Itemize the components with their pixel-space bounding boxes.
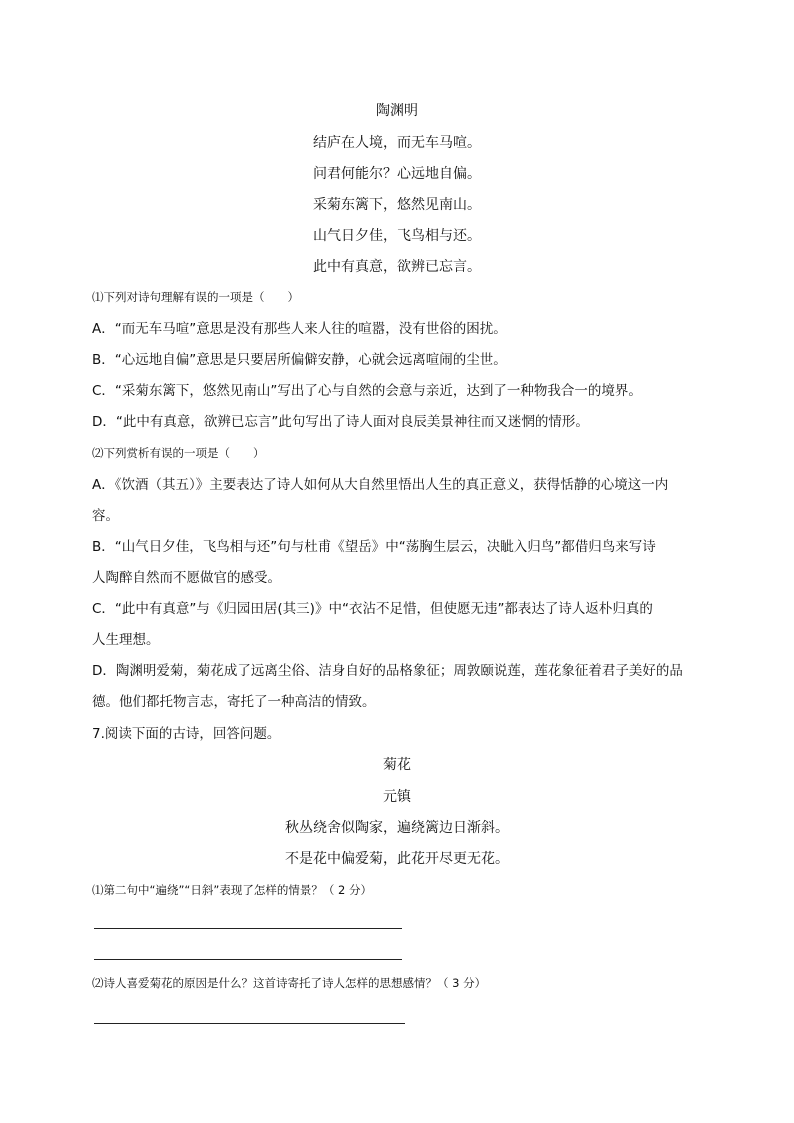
answer-line (94, 928, 402, 929)
question-2-option-b-continued: 人陶醉自然而不愿做官的感受。 (92, 570, 281, 586)
question-2-option-a: A．《饮酒（其五）》主要表达了诗人如何从大自然里悟出人生的真正意义，获得恬静的心境这一内 (92, 477, 669, 493)
poem2-title: 菊花 (383, 757, 411, 773)
question-2-option-d-continued: 德。他们都托物言志，寄托了一种高洁的情致。 (92, 694, 376, 710)
answer-line (94, 1023, 405, 1024)
poem1-line: 问君何能尔？心远地自偏。 (313, 166, 481, 182)
question-1-stem: ⑴下列对诗句理解有误的一项是（ ） (92, 290, 299, 304)
poem1-line: 山气日夕佳，飞鸟相与还。 (313, 228, 481, 244)
question-1-option-d: D．“此中有真意，欲辨已忘言”此句写出了诗人面对良辰美景神往而又迷惘的情形。 (92, 414, 589, 430)
question-2-option-d: D．陶渊明爱菊，菊花成了远离尘俗、洁身自好的品格象征；周敦颐说莲，莲花象征着君子美好的品 (92, 663, 683, 679)
question-7-sub-2: ⑵诗人喜爱菊花的原因是什么？这首诗寄托了诗人怎样的思想感情？（ 3 分） (92, 976, 487, 990)
poem2-line: 秋丛绕舍似陶家，遍绕篱边日渐斜。 (285, 820, 509, 836)
poem1-line: 采菊东篱下，悠然见南山。 (313, 197, 481, 213)
poem1-author: 陶渊明 (376, 103, 418, 119)
question-1-option-b: B．“心远地自偏”意思是只要居所偏僻安静，心就会远离喧闹的尘世。 (92, 352, 507, 368)
poem2-line: 不是花中偏爱菊，此花开尽更无花。 (285, 851, 509, 867)
question-2-stem: ⑵下列赏析有误的一项是（ ） (92, 446, 265, 460)
question-2-option-c-continued: 人生理想。 (92, 632, 160, 648)
poem1-line: 此中有真意，欲辨已忘言。 (313, 259, 481, 275)
question-2-option-b: B．“山气日夕佳，飞鸟相与还”句与杜甫《望岳》中“荡胸生层云，决眦入归鸟”都借归鸟来写诗 (92, 539, 656, 555)
question-7-intro: 7.阅读下面的古诗，回答问题。 (92, 726, 281, 742)
question-2-option-a-continued: 容。 (92, 508, 119, 524)
question-7-sub-1: ⑴第二句中“遍绕”“日斜”表现了怎样的情景？（ 2 分） (92, 883, 372, 897)
question-1-option-c: C．“采菊东篱下，悠然见南山”写出了心与自然的会意与亲近，达到了一种物我合一的境界。 (92, 383, 642, 399)
question-1-option-a: A．“而无车马喧”意思是没有那些人来人往的喧嚣，没有世俗的困扰。 (92, 321, 507, 337)
poem2-author: 元镇 (383, 789, 411, 805)
poem1-line: 结庐在人境，而无车马喧。 (313, 135, 481, 151)
answer-line (94, 959, 402, 960)
question-2-option-c: C．“此中有真意”与《归园田居(其三)》中“衣沾不足惜，但使愿无违”都表达了诗人返朴归真的 (92, 601, 653, 617)
